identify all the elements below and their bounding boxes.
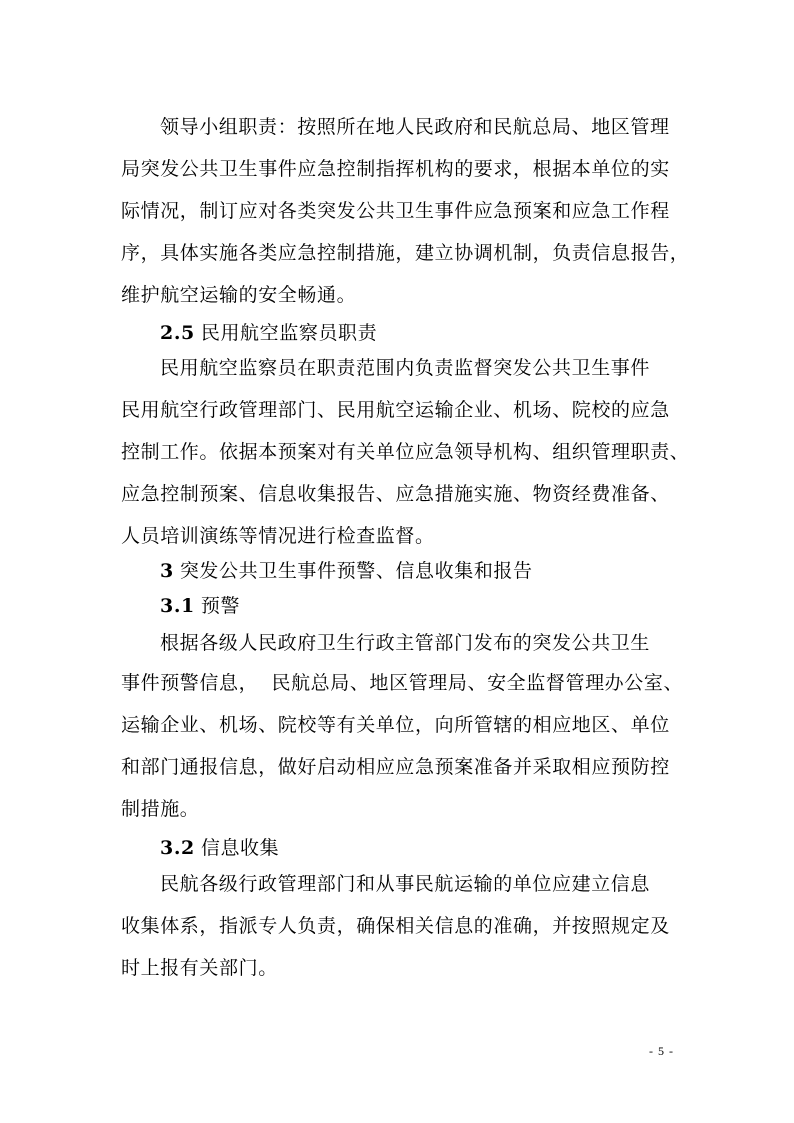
paragraph-line: 运输企业、机场、院校等有关单位，向所管辖的相应地区、单位 — [121, 714, 670, 736]
section-number: 3 — [160, 560, 174, 582]
paragraph-line: 应急控制预案、信息收集报告、应急措施实施、物资经费准备、 — [121, 483, 670, 505]
section-number: 3.1 — [160, 595, 195, 617]
paragraph-line: 领导小组职责：按照所在地人民政府和民航总局、地区管理 — [160, 116, 670, 138]
section-number: 2.5 — [160, 322, 195, 344]
section-title: 预警 — [200, 595, 241, 617]
paragraph-line: 民航各级行政管理部门和从事民航运输的单位应建立信息 — [160, 873, 651, 895]
section-heading — [160, 321, 677, 345]
paragraph-line: 制措施。 — [121, 798, 200, 820]
paragraph-line: 时上报有关部门。 — [121, 957, 278, 979]
section-number: 3.2 — [160, 837, 195, 859]
page-number: - 5 - — [649, 1044, 674, 1058]
paragraph-line: 维护航空运输的安全畅通。 — [121, 284, 357, 306]
paragraph-line: 收集体系，指派专人负责，确保相关信息的准确，并按照规定及 — [121, 915, 670, 937]
paragraph-line: 际情况，制订应对各类突发公共卫生事件应急预案和应急工作程 — [121, 200, 670, 222]
paragraph-line: 人员培训演练等情况进行检查监督。 — [121, 525, 435, 547]
section-title: 突发公共卫生事件预警、信息收集和报告 — [179, 560, 533, 582]
paragraph-line: 事件预警信息， 民航总局、地区管理局、安全监督管理办公室、 — [121, 672, 684, 694]
paragraph-line: 序，具体实施各类应急控制措施，建立协调机制，负责信息报告， — [121, 242, 690, 264]
section-title: 民用航空监察员职责 — [200, 322, 378, 344]
paragraph-line: 民用航空监察员在职责范围内负责监督突发公共卫生事件 — [160, 357, 651, 379]
paragraph-line: 控制工作。依据本预案对有关单位应急领导机构、组织管理职责、 — [121, 441, 690, 463]
paragraph-line: 根据各级人民政府卫生行政主管部门发布的突发公共卫生 — [160, 632, 651, 654]
section-heading — [160, 836, 677, 860]
paragraph-line: 民用航空行政管理部门、民用航空运输企业、机场、院校的应急 — [121, 399, 670, 421]
paragraph-line: 局突发公共卫生事件应急控制指挥机构的要求，根据本单位的实 — [121, 158, 670, 180]
section-heading — [160, 559, 677, 583]
section-title: 信息收集 — [200, 837, 280, 859]
section-heading — [160, 594, 677, 618]
paragraph-line: 和部门通报信息，做好启动相应应急预案准备并采取相应预防控 — [121, 756, 670, 778]
